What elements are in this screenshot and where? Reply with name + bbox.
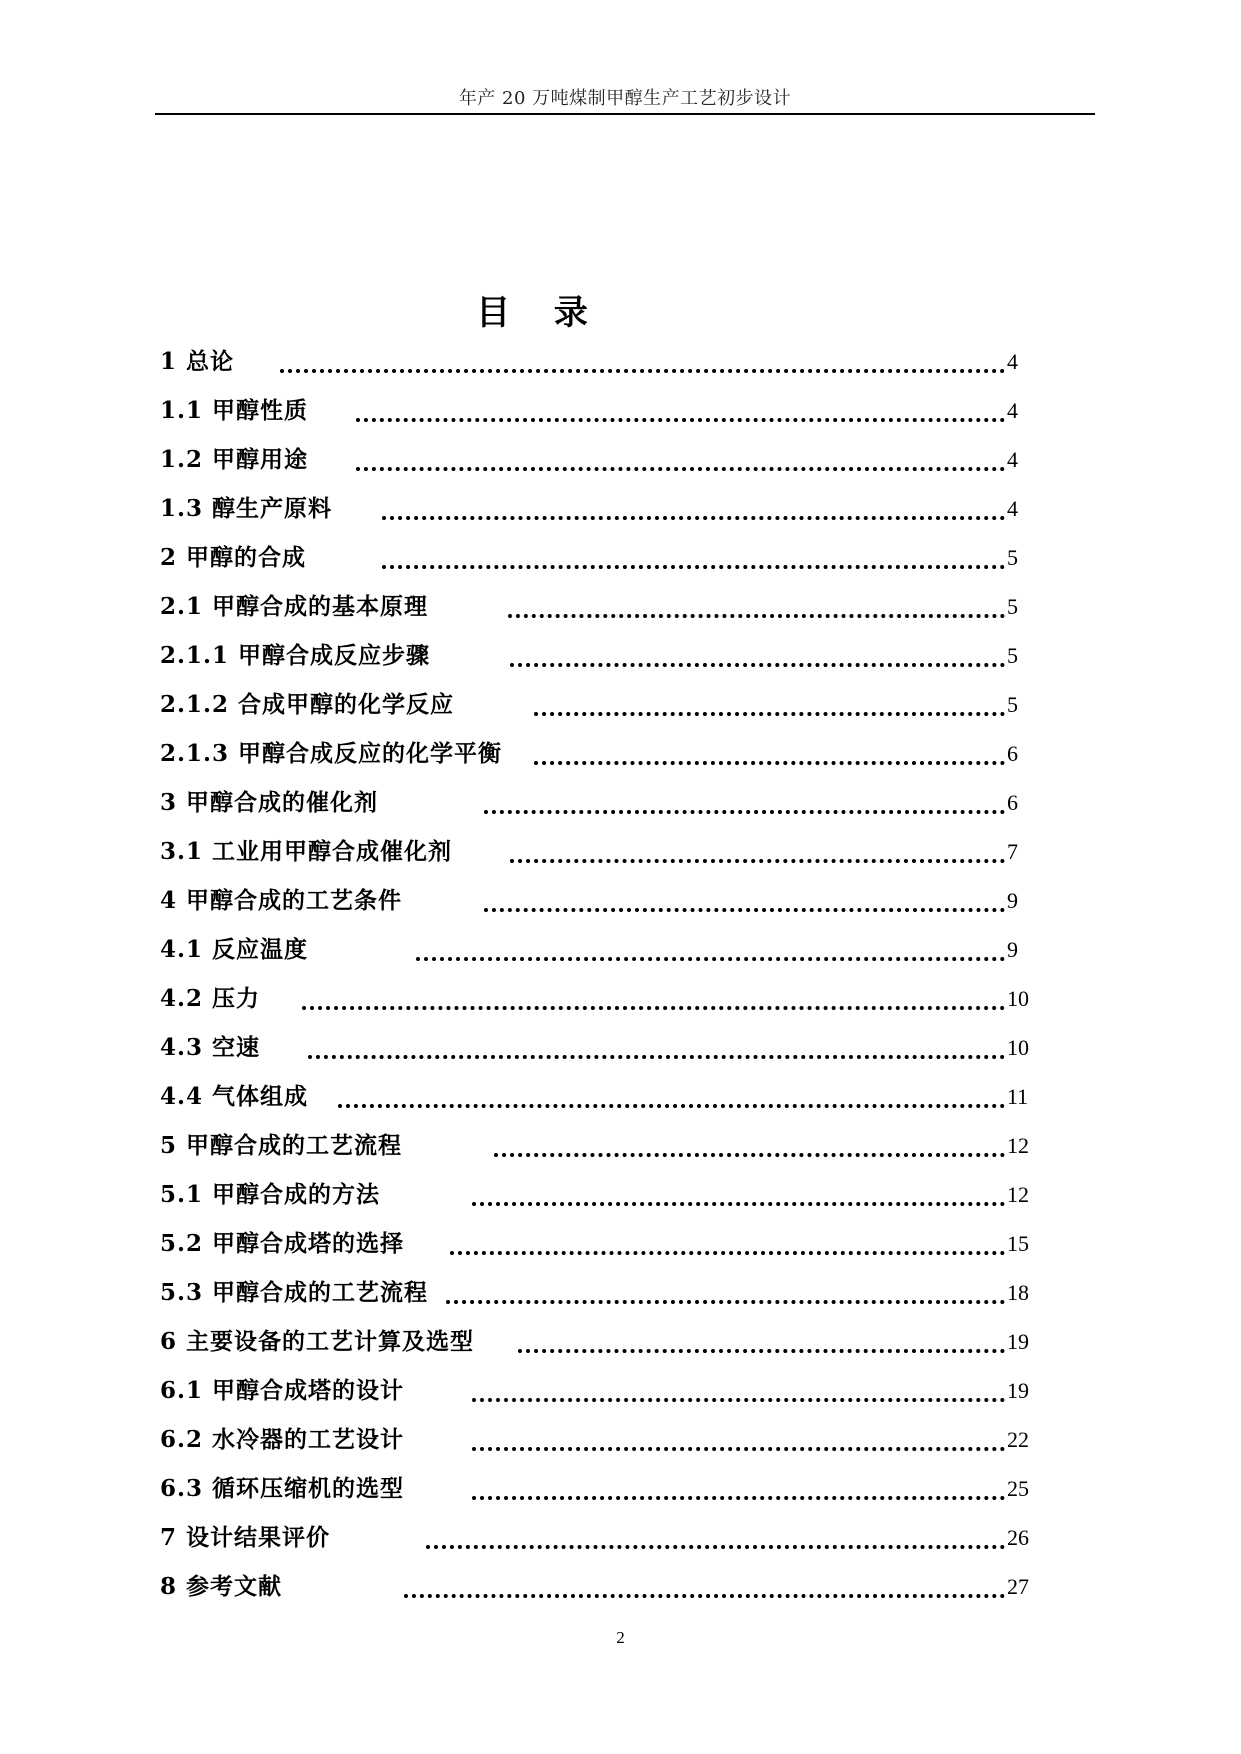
toc-entry-page: 5 xyxy=(1007,594,1018,619)
toc-entry-label: 4.2 压力 xyxy=(160,985,261,1012)
toc-entry-label: 5.2 甲醇合成塔的选择 xyxy=(160,1230,405,1257)
toc-entry-page: 6 xyxy=(1007,741,1018,766)
toc-entry-page: 12 xyxy=(1007,1133,1029,1158)
toc-entry-page: 5 xyxy=(1007,643,1018,668)
toc-entry-label: 2.1.2 合成甲醇的化学反应 xyxy=(160,691,455,718)
header-rule xyxy=(155,113,1095,115)
toc-entry-label: 2.1.1 甲醇合成反应步骤 xyxy=(160,642,431,669)
toc-dot-leader xyxy=(510,623,1005,667)
page-number: 2 xyxy=(616,1628,625,1647)
toc-entry-page: 19 xyxy=(1007,1378,1029,1403)
toc-dot-leader xyxy=(472,1456,1005,1500)
toc-dot-leader xyxy=(534,672,1005,716)
toc-dot-leader xyxy=(280,329,1005,373)
toc-entry-label: 1 总论 xyxy=(160,348,235,375)
toc-dot-leader xyxy=(472,1407,1005,1451)
toc-entry-label: 5 甲醇合成的工艺流程 xyxy=(160,1132,403,1159)
toc-dot-leader xyxy=(382,476,1005,520)
toc-entry-label: 1.1 甲醇性质 xyxy=(160,397,309,424)
toc-entry-page: 15 xyxy=(1007,1231,1029,1256)
toc-dot-leader xyxy=(356,378,1005,422)
toc-entry-label: 2.1 甲醇合成的基本原理 xyxy=(160,593,429,620)
toc-entry-page: 10 xyxy=(1007,1035,1029,1060)
toc-dot-leader xyxy=(446,1260,1005,1304)
toc-entry-page: 22 xyxy=(1007,1427,1029,1452)
toc-entry-page: 5 xyxy=(1007,692,1018,717)
toc-dot-leader xyxy=(404,1554,1005,1598)
toc-entry-label: 4.3 空速 xyxy=(160,1034,261,1061)
toc-dot-leader xyxy=(356,427,1005,471)
toc-entry-label: 6.3 循环压缩机的选型 xyxy=(160,1475,405,1502)
toc-dot-leader xyxy=(510,819,1005,863)
toc-dot-leader xyxy=(416,917,1005,961)
toc-entry-page: 18 xyxy=(1007,1280,1029,1305)
toc-dot-leader xyxy=(518,1309,1005,1353)
toc-entry-label: 2 甲醇的合成 xyxy=(160,544,307,571)
toc-entry-page: 4 xyxy=(1007,447,1018,472)
toc-entry-label: 6 主要设备的工艺计算及选型 xyxy=(160,1328,475,1355)
toc-entry-page: 11 xyxy=(1007,1084,1029,1109)
toc-dot-leader xyxy=(484,868,1005,912)
toc-entry-page: 4 xyxy=(1007,398,1018,423)
toc-entry-page: 9 xyxy=(1007,937,1018,962)
toc-entry-label: 1.2 甲醇用途 xyxy=(160,446,309,473)
toc-entry-label: 4 甲醇合成的工艺条件 xyxy=(160,887,403,914)
toc-entry-label: 4.1 反应温度 xyxy=(160,936,309,963)
toc-dot-leader xyxy=(484,770,1005,814)
toc-dot-leader xyxy=(426,1505,1005,1549)
toc-entry-label: 1.3 醇生产原料 xyxy=(160,495,333,522)
toc-entry-label: 6.2 水冷器的工艺设计 xyxy=(160,1426,405,1453)
toc-entry-label: 4.4 气体组成 xyxy=(160,1083,309,1110)
toc-entry-page: 4 xyxy=(1007,349,1018,374)
toc-dot-leader xyxy=(494,1113,1005,1157)
toc-dot-leader xyxy=(308,1015,1005,1059)
toc-entry-label: 8 参考文献 xyxy=(160,1573,283,1600)
toc-entry-page: 4 xyxy=(1007,496,1018,521)
toc-dot-leader xyxy=(450,1211,1005,1255)
toc-entry-page: 7 xyxy=(1007,839,1018,864)
toc-entry-label: 6.1 甲醇合成塔的设计 xyxy=(160,1377,405,1404)
toc-dot-leader xyxy=(472,1162,1005,1206)
toc-dot-leader xyxy=(534,721,1005,765)
toc-entry-label: 2.1.3 甲醇合成反应的化学平衡 xyxy=(160,740,503,767)
toc-entry-page: 9 xyxy=(1007,888,1018,913)
toc-list xyxy=(160,342,1029,1616)
toc-dot-leader xyxy=(508,574,1005,618)
toc-dot-leader xyxy=(302,966,1005,1010)
toc-title: 目 录 xyxy=(476,293,604,333)
toc-entry-label: 3.1 工业用甲醇合成催化剂 xyxy=(160,838,453,865)
toc-entry-page: 6 xyxy=(1007,790,1018,815)
toc-entry-page: 5 xyxy=(1007,545,1018,570)
toc-entry-page: 19 xyxy=(1007,1329,1029,1354)
running-header: 年产 20 万吨煤制甲醇生产工艺初步设计 xyxy=(458,88,792,109)
toc-entry-page: 25 xyxy=(1007,1476,1029,1501)
toc-entry[interactable] xyxy=(160,1567,1029,1616)
toc-entry-page: 27 xyxy=(1007,1574,1029,1599)
toc-entry-label: 5.3 甲醇合成的工艺流程 xyxy=(160,1279,429,1306)
toc-entry-page: 12 xyxy=(1007,1182,1029,1207)
toc-entry-page: 26 xyxy=(1007,1525,1029,1550)
toc-entry-page: 10 xyxy=(1007,986,1029,1011)
toc-dot-leader xyxy=(382,525,1005,569)
toc-entry-label: 3 甲醇合成的催化剂 xyxy=(160,789,379,816)
toc-dot-leader xyxy=(472,1358,1005,1402)
toc-entry-label: 7 设计结果评价 xyxy=(160,1524,331,1551)
toc-entry-label: 5.1 甲醇合成的方法 xyxy=(160,1181,381,1208)
toc-dot-leader xyxy=(338,1064,1005,1108)
